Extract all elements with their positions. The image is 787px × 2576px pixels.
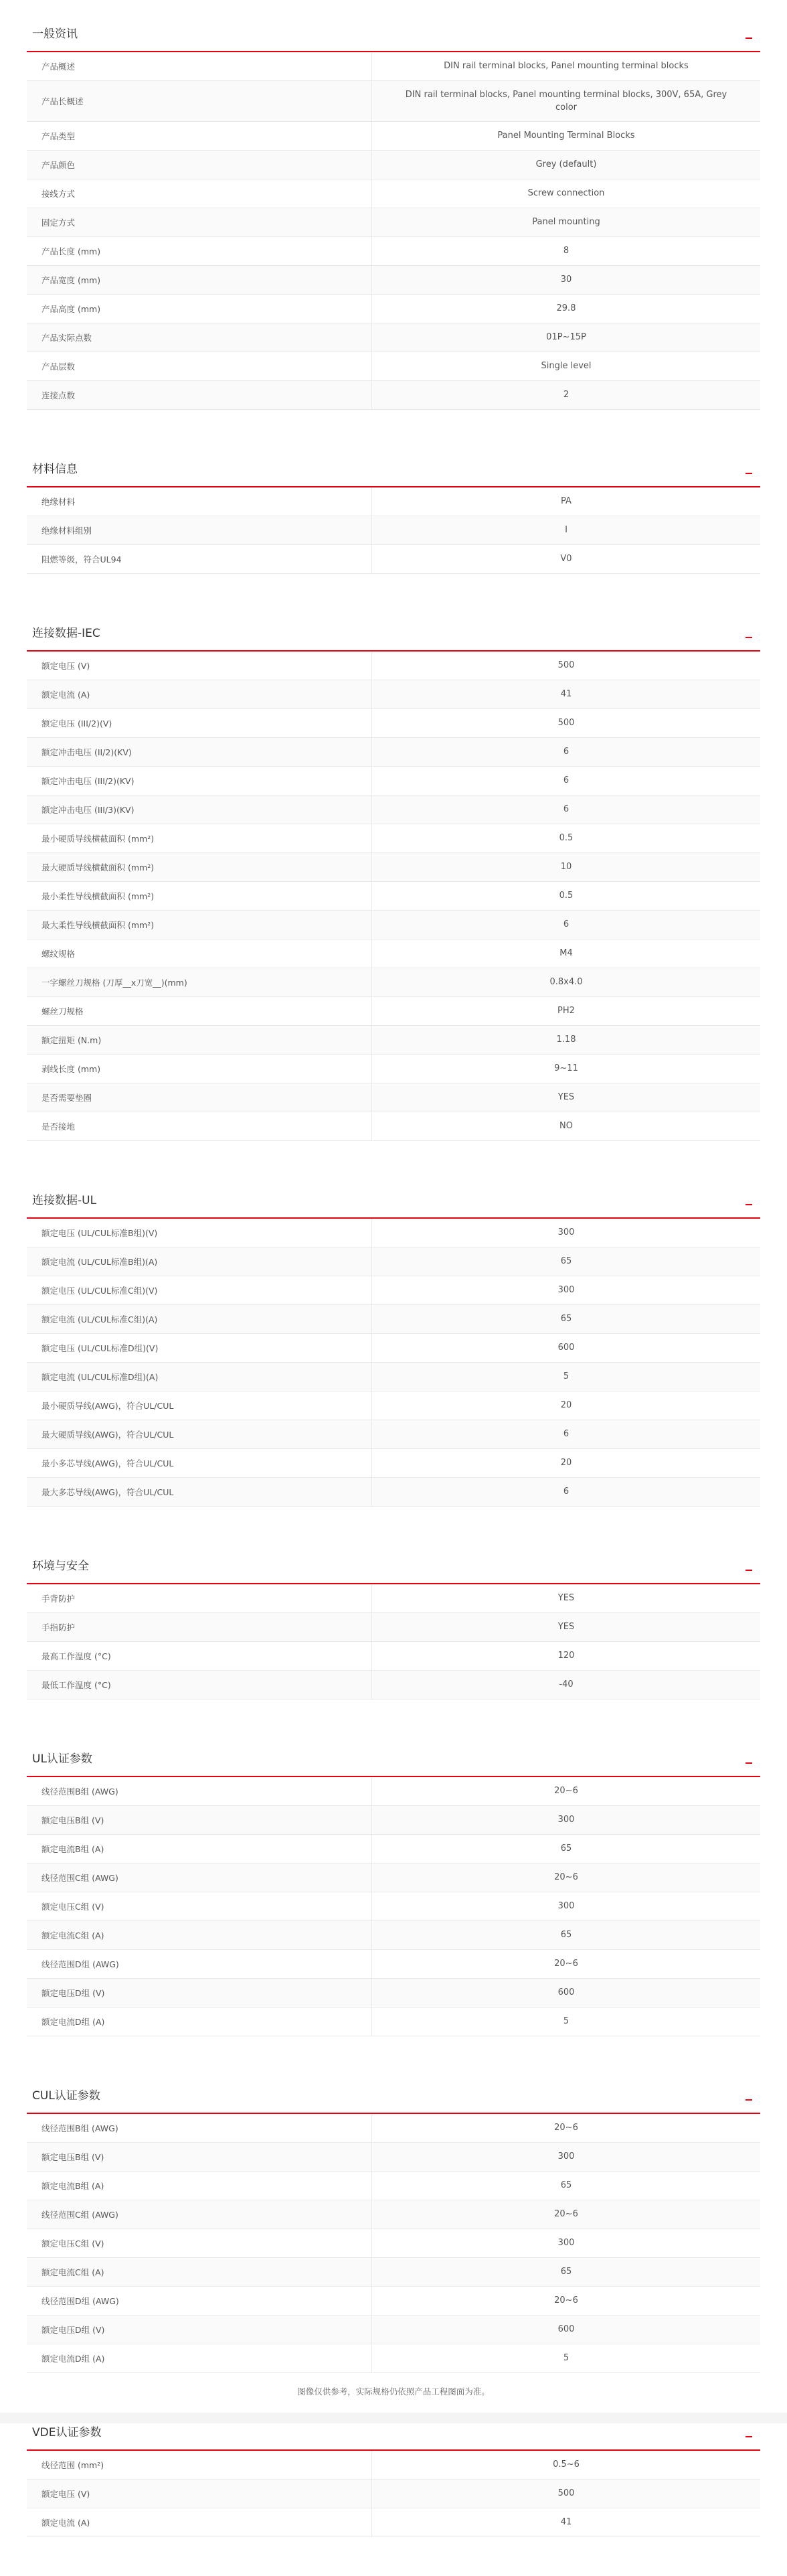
spec-table <box>27 1777 760 2036</box>
section-header[interactable] <box>27 13 760 52</box>
spec-row <box>27 1892 760 1921</box>
spec-label: 额定电流D组 (A) <box>27 2007 372 2036</box>
spec-label: 额定电压B组 (V) <box>27 1806 372 1834</box>
spec-section-vde-cert <box>27 2412 760 2537</box>
spec-label: 一字螺丝刀规格 (刀厚__x刀宽__)(mm) <box>27 968 372 996</box>
spec-value: PA <box>561 496 572 507</box>
spec-row <box>27 122 760 151</box>
spec-row <box>27 853 760 882</box>
spec-label: 产品实际点数 <box>27 323 372 352</box>
spec-row <box>27 939 760 968</box>
spec-label: 最大硬质导线横截面积 (mm²) <box>27 853 372 881</box>
spec-row <box>27 680 760 709</box>
section-header[interactable] <box>27 1545 760 1584</box>
spec-row <box>27 1026 760 1055</box>
spec-row <box>27 266 760 295</box>
spec-section-cul-cert <box>27 2075 760 2373</box>
spec-row <box>27 2114 760 2143</box>
spec-value: 1.18 <box>556 1035 576 1045</box>
collapse-icon[interactable] <box>746 1762 752 1764</box>
spec-value: NO <box>559 1121 573 1132</box>
spec-label: 手指防护 <box>27 1613 372 1641</box>
spec-row <box>27 652 760 680</box>
spec-row <box>27 1305 760 1334</box>
spec-value: Panel mounting <box>532 217 600 228</box>
spec-row <box>27 767 760 795</box>
spec-value: 300 <box>557 1227 575 1238</box>
spec-value: 0.5 <box>559 891 574 901</box>
spec-label: 额定电流C组 (A) <box>27 1921 372 1949</box>
spec-label: 手背防护 <box>27 1584 372 1612</box>
spec-label: 额定电流B组 (A) <box>27 2172 372 2200</box>
spec-label: 是否接地 <box>27 1112 372 1140</box>
section-header[interactable] <box>27 449 760 487</box>
spec-row <box>27 295 760 323</box>
spec-label: 额定冲击电压 (III/3)(KV) <box>27 795 372 824</box>
spec-label: 产品高度 (mm) <box>27 295 372 323</box>
spec-row <box>27 1449 760 1478</box>
spec-row <box>27 545 760 574</box>
spec-row <box>27 2200 760 2229</box>
spec-row <box>27 487 760 516</box>
spec-value: 120 <box>557 1651 575 1661</box>
spec-value: 20~6 <box>554 2295 578 2306</box>
spec-row <box>27 824 760 853</box>
section-title: 一般资讯 <box>32 27 78 41</box>
section-header[interactable] <box>27 2075 760 2114</box>
spec-row <box>27 208 760 237</box>
spec-row <box>27 1950 760 1979</box>
collapse-icon[interactable] <box>746 637 752 638</box>
spec-value: 5 <box>563 2016 570 2027</box>
spec-label: 连接点数 <box>27 381 372 409</box>
spec-label: 阻燃等级，符合UL94 <box>27 545 372 573</box>
spec-row <box>27 1806 760 1835</box>
spec-row <box>27 2480 760 2508</box>
spec-value: YES <box>557 1593 575 1604</box>
collapse-icon[interactable] <box>746 37 752 39</box>
spec-label: 线径范围B组 (AWG) <box>27 1777 372 1805</box>
spec-row <box>27 882 760 911</box>
spec-label: 线径范围B组 (AWG) <box>27 2114 372 2142</box>
spec-label: 额定电压C组 (V) <box>27 2229 372 2257</box>
spec-row <box>27 1478 760 1507</box>
spec-value: 6 <box>563 804 570 815</box>
spec-label: 额定电流 (UL/CUL标准B组)(A) <box>27 1247 372 1276</box>
spec-label: 额定电压C组 (V) <box>27 1892 372 1920</box>
spec-row <box>27 795 760 824</box>
spec-label: 额定扭矩 (N.m) <box>27 1026 372 1054</box>
spec-value: 10 <box>560 862 572 873</box>
spec-label: 额定电压D组 (V) <box>27 2316 372 2344</box>
spec-label: 线径范围 (mm²) <box>27 2451 372 2479</box>
spec-value: -40 <box>559 1679 574 1690</box>
spec-label: 额定电压 (V) <box>27 652 372 680</box>
spec-value: 600 <box>557 1987 575 1998</box>
spec-section-material <box>27 449 760 574</box>
spec-row <box>27 1083 760 1112</box>
spec-label: 额定电压 (UL/CUL标准B组)(V) <box>27 1219 372 1247</box>
spec-value: DIN rail terminal blocks, Panel mounting terminal blocks, 300V, 65A, Grey color <box>405 89 727 112</box>
spec-value: 2 <box>563 390 570 400</box>
spec-label: 产品类型 <box>27 122 372 150</box>
spec-row <box>27 1777 760 1806</box>
spec-label: 最小多芯导线(AWG)，符合UL/CUL <box>27 1449 372 1477</box>
spec-row <box>27 2143 760 2172</box>
collapse-icon[interactable] <box>746 2099 752 2101</box>
spec-label: 最小柔性导线横截面积 (mm²) <box>27 882 372 910</box>
spec-label: 螺丝刀规格 <box>27 997 372 1025</box>
spec-row <box>27 1363 760 1391</box>
spec-label: 额定电流 (A) <box>27 680 372 708</box>
spec-value: DIN rail terminal blocks, Panel mounting terminal blocks <box>444 61 689 72</box>
spec-value: 65 <box>560 2267 572 2277</box>
spec-value: 9~11 <box>554 1063 578 1074</box>
spec-value: 20~6 <box>554 2123 578 2133</box>
spec-value: PH2 <box>557 1006 575 1016</box>
spec-label: 额定电流 (UL/CUL标准D组)(A) <box>27 1363 372 1391</box>
spec-label: 线径范围C组 (AWG) <box>27 1864 372 1892</box>
spec-value: 65 <box>560 2180 572 2191</box>
spec-row <box>27 2287 760 2316</box>
spec-value: 65 <box>560 1314 572 1324</box>
spec-row <box>27 1334 760 1363</box>
spec-row <box>27 323 760 352</box>
spec-value: 20~6 <box>554 2209 578 2220</box>
spec-table <box>27 1219 760 1507</box>
spec-label: 额定电流 (A) <box>27 2508 372 2536</box>
spec-value: 500 <box>557 2488 575 2499</box>
spec-value: 41 <box>560 689 572 700</box>
spec-value: Panel Mounting Terminal Blocks <box>497 131 635 141</box>
spec-value: 6 <box>563 919 570 930</box>
spec-section-ul <box>27 1180 760 1507</box>
spec-table <box>27 1584 760 1699</box>
spec-value: 300 <box>557 2151 575 2162</box>
spec-value: 500 <box>557 718 575 729</box>
spec-label: 固定方式 <box>27 208 372 236</box>
spec-label: 螺纹规格 <box>27 939 372 968</box>
spec-value: 20~6 <box>554 1786 578 1797</box>
spec-table <box>27 52 760 410</box>
spec-section-env <box>27 1545 760 1699</box>
spec-label: 是否需要垫圈 <box>27 1083 372 1112</box>
spec-value: 41 <box>560 2517 572 2528</box>
spec-value: V0 <box>560 554 572 564</box>
spec-value: I <box>565 525 567 536</box>
section-title: 连接数据-UL <box>32 1194 97 1207</box>
spec-row <box>27 151 760 179</box>
spec-row <box>27 2344 760 2373</box>
spec-label: 最大硬质导线(AWG)，符合UL/CUL <box>27 1420 372 1448</box>
spec-row <box>27 1613 760 1642</box>
spec-value: Grey (default) <box>535 159 597 170</box>
spec-row <box>27 1835 760 1864</box>
spec-row <box>27 709 760 738</box>
spec-label: 产品概述 <box>27 52 372 80</box>
spec-value: 65 <box>560 1930 572 1941</box>
spec-value: 500 <box>557 660 575 671</box>
spec-value: Screw connection <box>527 188 605 199</box>
collapse-icon[interactable] <box>746 1204 752 1205</box>
spec-row <box>27 2172 760 2200</box>
spec-value: 20 <box>560 1400 572 1411</box>
spec-label: 产品层数 <box>27 352 372 380</box>
spec-row <box>27 1219 760 1247</box>
section-title: 材料信息 <box>32 463 78 476</box>
spec-row <box>27 1247 760 1276</box>
spec-label: 产品长概述 <box>27 81 372 121</box>
spec-value: 6 <box>563 1429 570 1440</box>
spec-value: 600 <box>557 2324 575 2335</box>
spec-row <box>27 237 760 266</box>
spec-label: 额定冲击电压 (III/2)(KV) <box>27 767 372 795</box>
spec-row <box>27 1391 760 1420</box>
spec-label: 产品长度 (mm) <box>27 237 372 265</box>
spec-value: 20~6 <box>554 1959 578 1969</box>
spec-label: 最大柔性导线横截面积 (mm²) <box>27 911 372 939</box>
spec-label: 绝缘材料组别 <box>27 516 372 544</box>
spec-value: 0.5 <box>559 833 574 844</box>
spec-row <box>27 1864 760 1892</box>
spec-row <box>27 997 760 1026</box>
footer-note: 图像仅供参考，实际规格仍依照产品工程图面为准。 <box>297 2386 490 2397</box>
spec-row <box>27 1276 760 1305</box>
collapse-icon[interactable] <box>746 473 752 474</box>
spec-value: 01P~15P <box>546 332 586 343</box>
spec-label: 额定电压B组 (V) <box>27 2143 372 2171</box>
spec-row <box>27 2451 760 2480</box>
spec-value: Single level <box>541 361 592 372</box>
spec-row <box>27 2229 760 2258</box>
spec-value: 6 <box>563 775 570 786</box>
spec-row <box>27 516 760 545</box>
spec-row <box>27 2258 760 2287</box>
section-header[interactable] <box>27 1180 760 1219</box>
spec-value: 600 <box>557 1343 575 1353</box>
spec-row <box>27 1671 760 1699</box>
spec-label: 最高工作温度 (°C) <box>27 1642 372 1670</box>
collapse-icon[interactable] <box>746 1570 752 1571</box>
spec-label: 线径范围D组 (AWG) <box>27 1950 372 1978</box>
spec-section-iec <box>27 613 760 1141</box>
spec-value: 6 <box>563 1487 570 1497</box>
spec-value: 300 <box>557 1285 575 1296</box>
section-title: UL认证参数 <box>32 1752 92 1766</box>
spec-value: 65 <box>560 1843 572 1854</box>
spec-value: 0.5~6 <box>553 2459 580 2470</box>
spec-row <box>27 381 760 410</box>
spec-value: M4 <box>559 948 573 959</box>
spec-label: 额定电压 (UL/CUL标准C组)(V) <box>27 1276 372 1304</box>
spec-value: 6 <box>563 747 570 757</box>
spec-row <box>27 1420 760 1449</box>
spec-section-ul-cert <box>27 1738 760 2036</box>
spec-label: 剥线长度 (mm) <box>27 1055 372 1083</box>
spec-value: 29.8 <box>556 303 576 314</box>
spec-row <box>27 968 760 997</box>
spec-table <box>27 652 760 1141</box>
bottom-bar <box>0 2413 787 2423</box>
spec-label: 额定电流 (UL/CUL标准C组)(A) <box>27 1305 372 1333</box>
spec-label: 最大多芯导线(AWG)，符合UL/CUL <box>27 1478 372 1506</box>
spec-label: 接线方式 <box>27 179 372 208</box>
spec-table <box>27 2451 760 2537</box>
spec-row <box>27 1642 760 1671</box>
spec-value: 30 <box>560 275 572 285</box>
spec-value: 300 <box>557 1815 575 1825</box>
spec-row <box>27 2508 760 2537</box>
spec-row <box>27 1112 760 1141</box>
spec-value: 20 <box>560 1458 572 1468</box>
spec-sections <box>27 13 760 2576</box>
spec-row <box>27 1921 760 1950</box>
spec-value: 0.8x4.0 <box>549 977 583 988</box>
spec-label: 最小硬质导线横截面积 (mm²) <box>27 824 372 852</box>
collapse-icon[interactable] <box>746 2436 752 2437</box>
spec-row <box>27 2007 760 2036</box>
section-title: CUL认证参数 <box>32 2089 100 2103</box>
section-title: VDE认证参数 <box>32 2426 102 2439</box>
spec-section-general <box>27 13 760 410</box>
section-title: 环境与安全 <box>32 1560 89 1573</box>
spec-row <box>27 1584 760 1613</box>
spec-label: 产品宽度 (mm) <box>27 266 372 294</box>
spec-label: 额定冲击电压 (II/2)(KV) <box>27 738 372 766</box>
spec-label: 线径范围D组 (AWG) <box>27 2287 372 2315</box>
spec-label: 最小硬质导线(AWG)，符合UL/CUL <box>27 1391 372 1420</box>
spec-value: 65 <box>560 1256 572 1267</box>
spec-label: 额定电压 (III/2)(V) <box>27 709 372 737</box>
spec-row <box>27 738 760 767</box>
spec-label: 额定电流C组 (A) <box>27 2258 372 2286</box>
spec-value: 5 <box>563 2353 570 2364</box>
spec-label: 额定电压D组 (V) <box>27 1979 372 2007</box>
spec-label: 额定电压 (UL/CUL标准D组)(V) <box>27 1334 372 1362</box>
spec-label: 额定电流D组 (A) <box>27 2344 372 2372</box>
spec-value: YES <box>557 1092 575 1103</box>
spec-table <box>27 2114 760 2373</box>
section-header[interactable] <box>27 613 760 652</box>
spec-value: 5 <box>563 1371 570 1382</box>
spec-row <box>27 1055 760 1083</box>
section-title: 连接数据-IEC <box>32 627 100 640</box>
spec-label: 产品颜色 <box>27 151 372 179</box>
spec-table <box>27 487 760 574</box>
spec-value: YES <box>557 1622 575 1633</box>
spec-label: 绝缘材料 <box>27 487 372 516</box>
spec-label: 额定电流B组 (A) <box>27 1835 372 1863</box>
spec-row <box>27 2316 760 2344</box>
spec-value: 8 <box>563 246 570 256</box>
spec-label: 线径范围C组 (AWG) <box>27 2200 372 2228</box>
section-header[interactable] <box>27 1738 760 1777</box>
spec-row <box>27 81 760 122</box>
spec-value: 300 <box>557 2238 575 2249</box>
spec-row <box>27 179 760 208</box>
spec-row <box>27 1979 760 2007</box>
spec-row <box>27 352 760 381</box>
spec-row <box>27 911 760 939</box>
spec-value: 300 <box>557 1901 575 1912</box>
spec-row <box>27 52 760 81</box>
spec-label: 额定电压 (V) <box>27 2480 372 2508</box>
spec-value: 20~6 <box>554 1872 578 1883</box>
spec-label: 最低工作温度 (°C) <box>27 1671 372 1699</box>
